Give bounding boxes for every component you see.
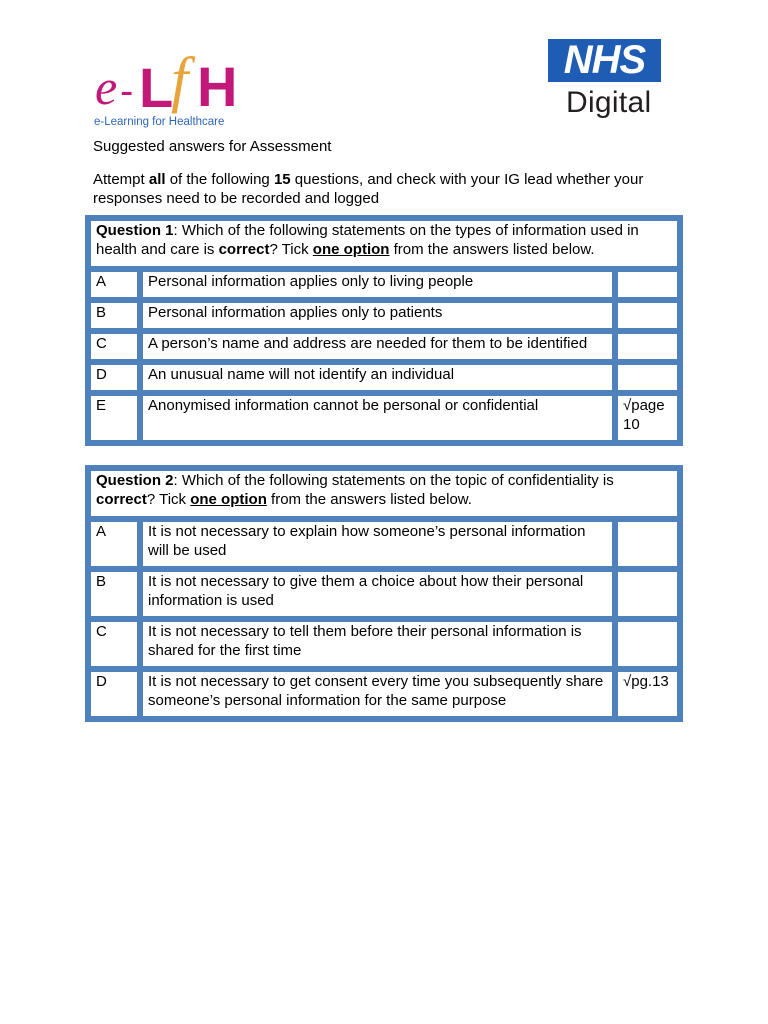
elfh-H: H: [197, 55, 238, 116]
question-1-table: [85, 215, 683, 446]
answer-tick-cell: [615, 269, 680, 300]
intro-text-2: of the following: [165, 171, 274, 188]
answer-row: [88, 393, 680, 443]
question-text: : Which of the following statements on the types of information used in health and care is: [96, 222, 639, 258]
elfh-dash: -: [120, 69, 134, 113]
elfh-L: L: [139, 56, 174, 116]
elfh-logo-mark: [93, 40, 245, 116]
nhs-digital-wordmark: Digital: [566, 86, 652, 119]
answer-text: Anonymised information cannot be personal or confidential: [140, 393, 615, 443]
intro-text-1: Attempt: [93, 171, 149, 188]
answer-row: [88, 269, 680, 300]
answer-text: Personal information applies only to patients: [140, 300, 615, 331]
question-underlined: one option: [190, 491, 267, 508]
intro-text-3: questions, and check with your IG lead whether your responses need to be recorded and logged: [93, 171, 644, 207]
elfh-e: e: [95, 59, 118, 115]
answer-tick-cell: [615, 519, 680, 569]
nhs-badge: NHS: [548, 39, 661, 82]
question-text: from the answers listed below.: [266, 491, 472, 508]
question-underlined: one option: [312, 241, 390, 258]
question-label: Question 2: [96, 472, 174, 489]
answer-text: It is not necessary to get consent every time you subsequently share someone’s personal information for the same purpose: [140, 669, 615, 719]
answer-text: It is not necessary to tell them before their personal information is shared for the first time: [140, 619, 615, 669]
question-text: from the answers listed below.: [389, 241, 595, 258]
answer-text: An unusual name will not identify an individual: [140, 362, 615, 393]
answer-row: [88, 331, 680, 362]
answer-row: [88, 619, 680, 669]
answer-letter: B: [88, 300, 140, 331]
answer-letter: A: [88, 269, 140, 300]
intro-bold-all: all: [148, 171, 166, 188]
answer-tick-cell: [615, 362, 680, 393]
answer-letter: C: [88, 619, 140, 669]
elfh-logo: [93, 40, 245, 132]
question-bold-word: correct: [96, 491, 147, 508]
question-2-table: [85, 465, 683, 722]
answer-row: [88, 569, 680, 619]
question-2-header: [88, 468, 680, 519]
intro-paragraph: [93, 170, 683, 208]
answer-row: [88, 300, 680, 331]
answer-letter: D: [88, 362, 140, 393]
answer-text: Personal information applies only to living people: [140, 269, 615, 300]
answer-text: It is not necessary to explain how someone’s personal information will be used: [140, 519, 615, 569]
question-text: : Which of the following statements on the topic of confidentiality is: [173, 472, 614, 489]
question-2-prompt: [88, 468, 680, 519]
answer-text: A person’s name and address are needed for them to be identified: [140, 331, 615, 362]
question-label: Question 1: [96, 222, 174, 239]
page-subtitle: Suggested answers for Assessment: [93, 138, 332, 155]
intro-bold-count: 15: [273, 171, 291, 188]
answer-tick-cell: [615, 300, 680, 331]
answer-text: It is not necessary to give them a choice about how their personal information is used: [140, 569, 615, 619]
answer-letter: E: [88, 393, 140, 443]
answer-letter: D: [88, 669, 140, 719]
answer-row: [88, 519, 680, 569]
answer-tick-cell: [615, 331, 680, 362]
question-text: ? Tick: [269, 241, 313, 258]
answer-row: [88, 669, 680, 719]
elfh-tagline: e-Learning for Healthcare: [94, 116, 225, 128]
answer-tick-cell: [615, 569, 680, 619]
answer-letter: C: [88, 331, 140, 362]
answer-tick-cell: √pg.13: [615, 669, 680, 719]
answer-tick-cell: √page 10: [615, 393, 680, 443]
answer-tick-cell: [615, 619, 680, 669]
answer-letter: B: [88, 569, 140, 619]
question-text: ? Tick: [146, 491, 191, 508]
answer-letter: A: [88, 519, 140, 569]
question-bold-word: correct: [218, 241, 270, 258]
elfh-f: f: [171, 46, 189, 114]
nhs-digital-logo: [538, 37, 666, 127]
question-1-prompt: [88, 218, 680, 269]
answer-row: [88, 362, 680, 393]
question-1-header: [88, 218, 680, 269]
